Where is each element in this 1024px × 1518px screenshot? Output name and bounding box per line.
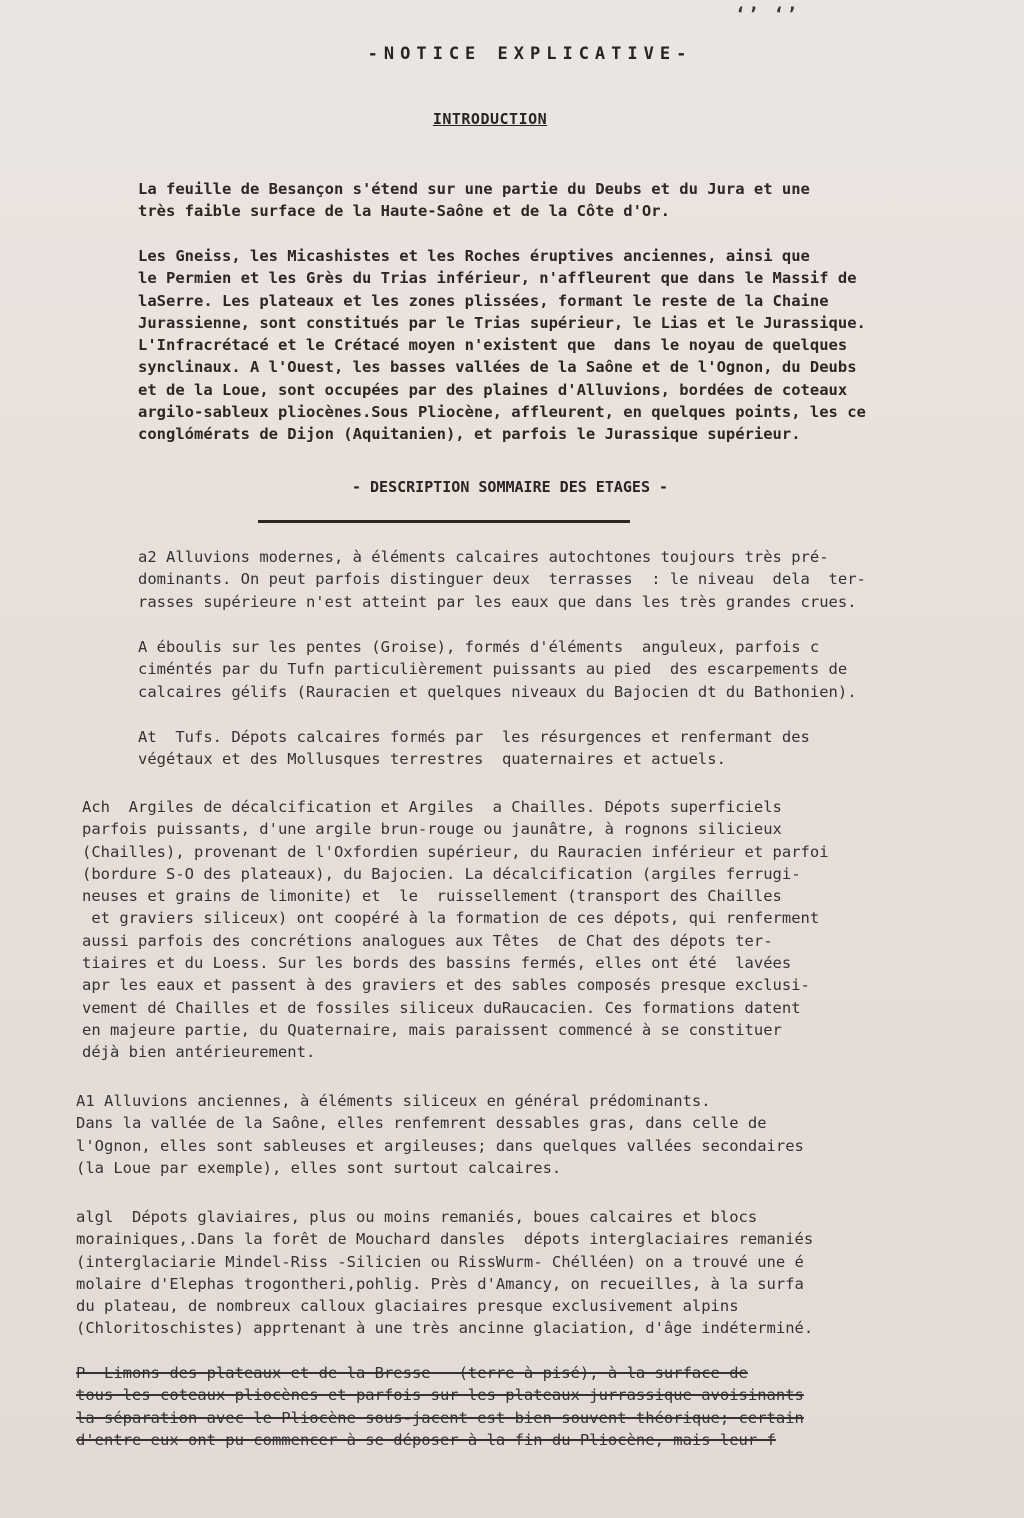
intro-paragraph-1: La feuille de Besançon s'étend sur une partie du Deubs et du Jura et une très faible surface de la Haute-Saône et de la Côte d'Or. [138, 180, 810, 221]
entry-tufs: At Tufs. Dépots calcaires formés par les résurgences et renfermant des végétaux et des Mollusques terrestres quaternaires et actuels. [138, 728, 810, 769]
page-title: -NOTICE EXPLICATIVE- [367, 44, 693, 64]
entry-algl: algl Dépots glaviaires, plus ou moins remaniés, boues calcaires et blocs morainiques,.Dans la forêt de Mouchard dansles dépots interglaciaires remaniés (interglaciarie Mindel-Riss -Silicien ou RissWurm- Chélléen) on a trouvé une é molaire d'Elephas trogontheri,pohlig. Près d'Amancy, on recueilles, à la surfa du plateau, de nombreux calloux glaciaires presque exclusivement alpins (Chloritoschistes) apprtenant à une très ancinne glaciation, d'âge indéterminé. [76, 1208, 814, 1338]
margin-scrawl: ‘’ ‘’ [735, 4, 800, 25]
header-band [0, 0, 1024, 168]
entry-a2: a2 Alluvions modernes, à éléments calcaires autochtones toujours très pré- dominants. On peut parfois distinguer deux terrasses : le niveau dela ter- rasses supérieure n'est atteint par les eaux que dans les très grandes crues. [138, 548, 866, 611]
entry-a1: A1 Alluvions anciennes, à éléments siliceux en général prédominants. Dans la vallée de la Saône, elles renfemrent dessables gras, dans celle de l'Ognon, elles sont sableuses et argileuses; dans quelques vallées secondaires (la Loue par exemple), elles sont surtout calcaires. [76, 1092, 804, 1177]
entry-eboulis: A éboulis sur les pentes (Groise), formés d'éléments anguleux, parfois c ciméntés par du Tufn particulièrement puissants au pied des escarpements de calcaires gélifs (Rauracien et quelques niveaux du Bajocien dt du Bathonien). [138, 638, 857, 701]
heading-rule [258, 520, 630, 523]
section-subtitle: INTRODUCTION [432, 110, 548, 128]
entry-limons: P Limons des plateaux et de la Bresse (terre à pisé), à la surface de tous les coteaux pliocènes et parfois sur les plateaux jurrassique avoisinants la séparation avec le Pliocène sous-jacent est bien souvent théorique; certain d'entre eux ont pu commencer à se déposer à la fin du Pliocène, mais leur f [76, 1364, 804, 1449]
entry-ach: Ach Argiles de décalcification et Argiles a Chailles. Dépots superficiels parfois puissants, d'une argile brun-rouge ou jaunâtre, à rognons silicieux (Chailles), provenant de l'Oxfordien supérieur, du Rauracien inférieur et parfoi (bordure S-O des plateaux), du Bajocien. La décalcification (argiles ferrugi- neuses et grains de limonite) et le ruissellement (transport des Chailles et graviers siliceux) ont coopéré à la formation de ces dépots, qui renferment aussi parfois des concrétions analogues aux Têtes de Chat des dépots ter- tiaires et du Loess. Sur les bords des bassins fermés, elles ont été lavées apr les eaux et passent à des graviers et des sables composés presque exclusi- vement dé Chailles et de fossiles siliceux duRaucacien. Ces formations datent en majeure partie, du Quaternaire, mais paraissent commencé à se constituer déjà bien antérieurement. [82, 798, 829, 1062]
section-heading: - DESCRIPTION SOMMAIRE DES ETAGES - [351, 478, 669, 496]
intro-paragraph-2: Les Gneiss, les Micashistes et les Roches éruptives anciennes, ainsi que le Permien et les Grès du Trias inférieur, n'affleurent que dans le Massif de laSerre. Les plateaux et les zones plissées, formant le reste de la Chaine Jurassienne, sont constitués par le Trias supérieur, le Lias et le Jurassique. L'Infracrétacé et le Crétacé moyen n'existent que dans le noyau de quelques synclinaux. A l'Ouest, les basses vallées de la Saône et de l'Ognon, du Deubs et de la Loue, sont occupées par des plaines d'Alluvions, bordées de coteaux argilo-sableux pliocènes.Sous Pliocène, affleurent, en quelques points, les ce conglómérats de Dijon (Aquitanien), et parfois le Jurassique supérieur. [138, 247, 866, 444]
